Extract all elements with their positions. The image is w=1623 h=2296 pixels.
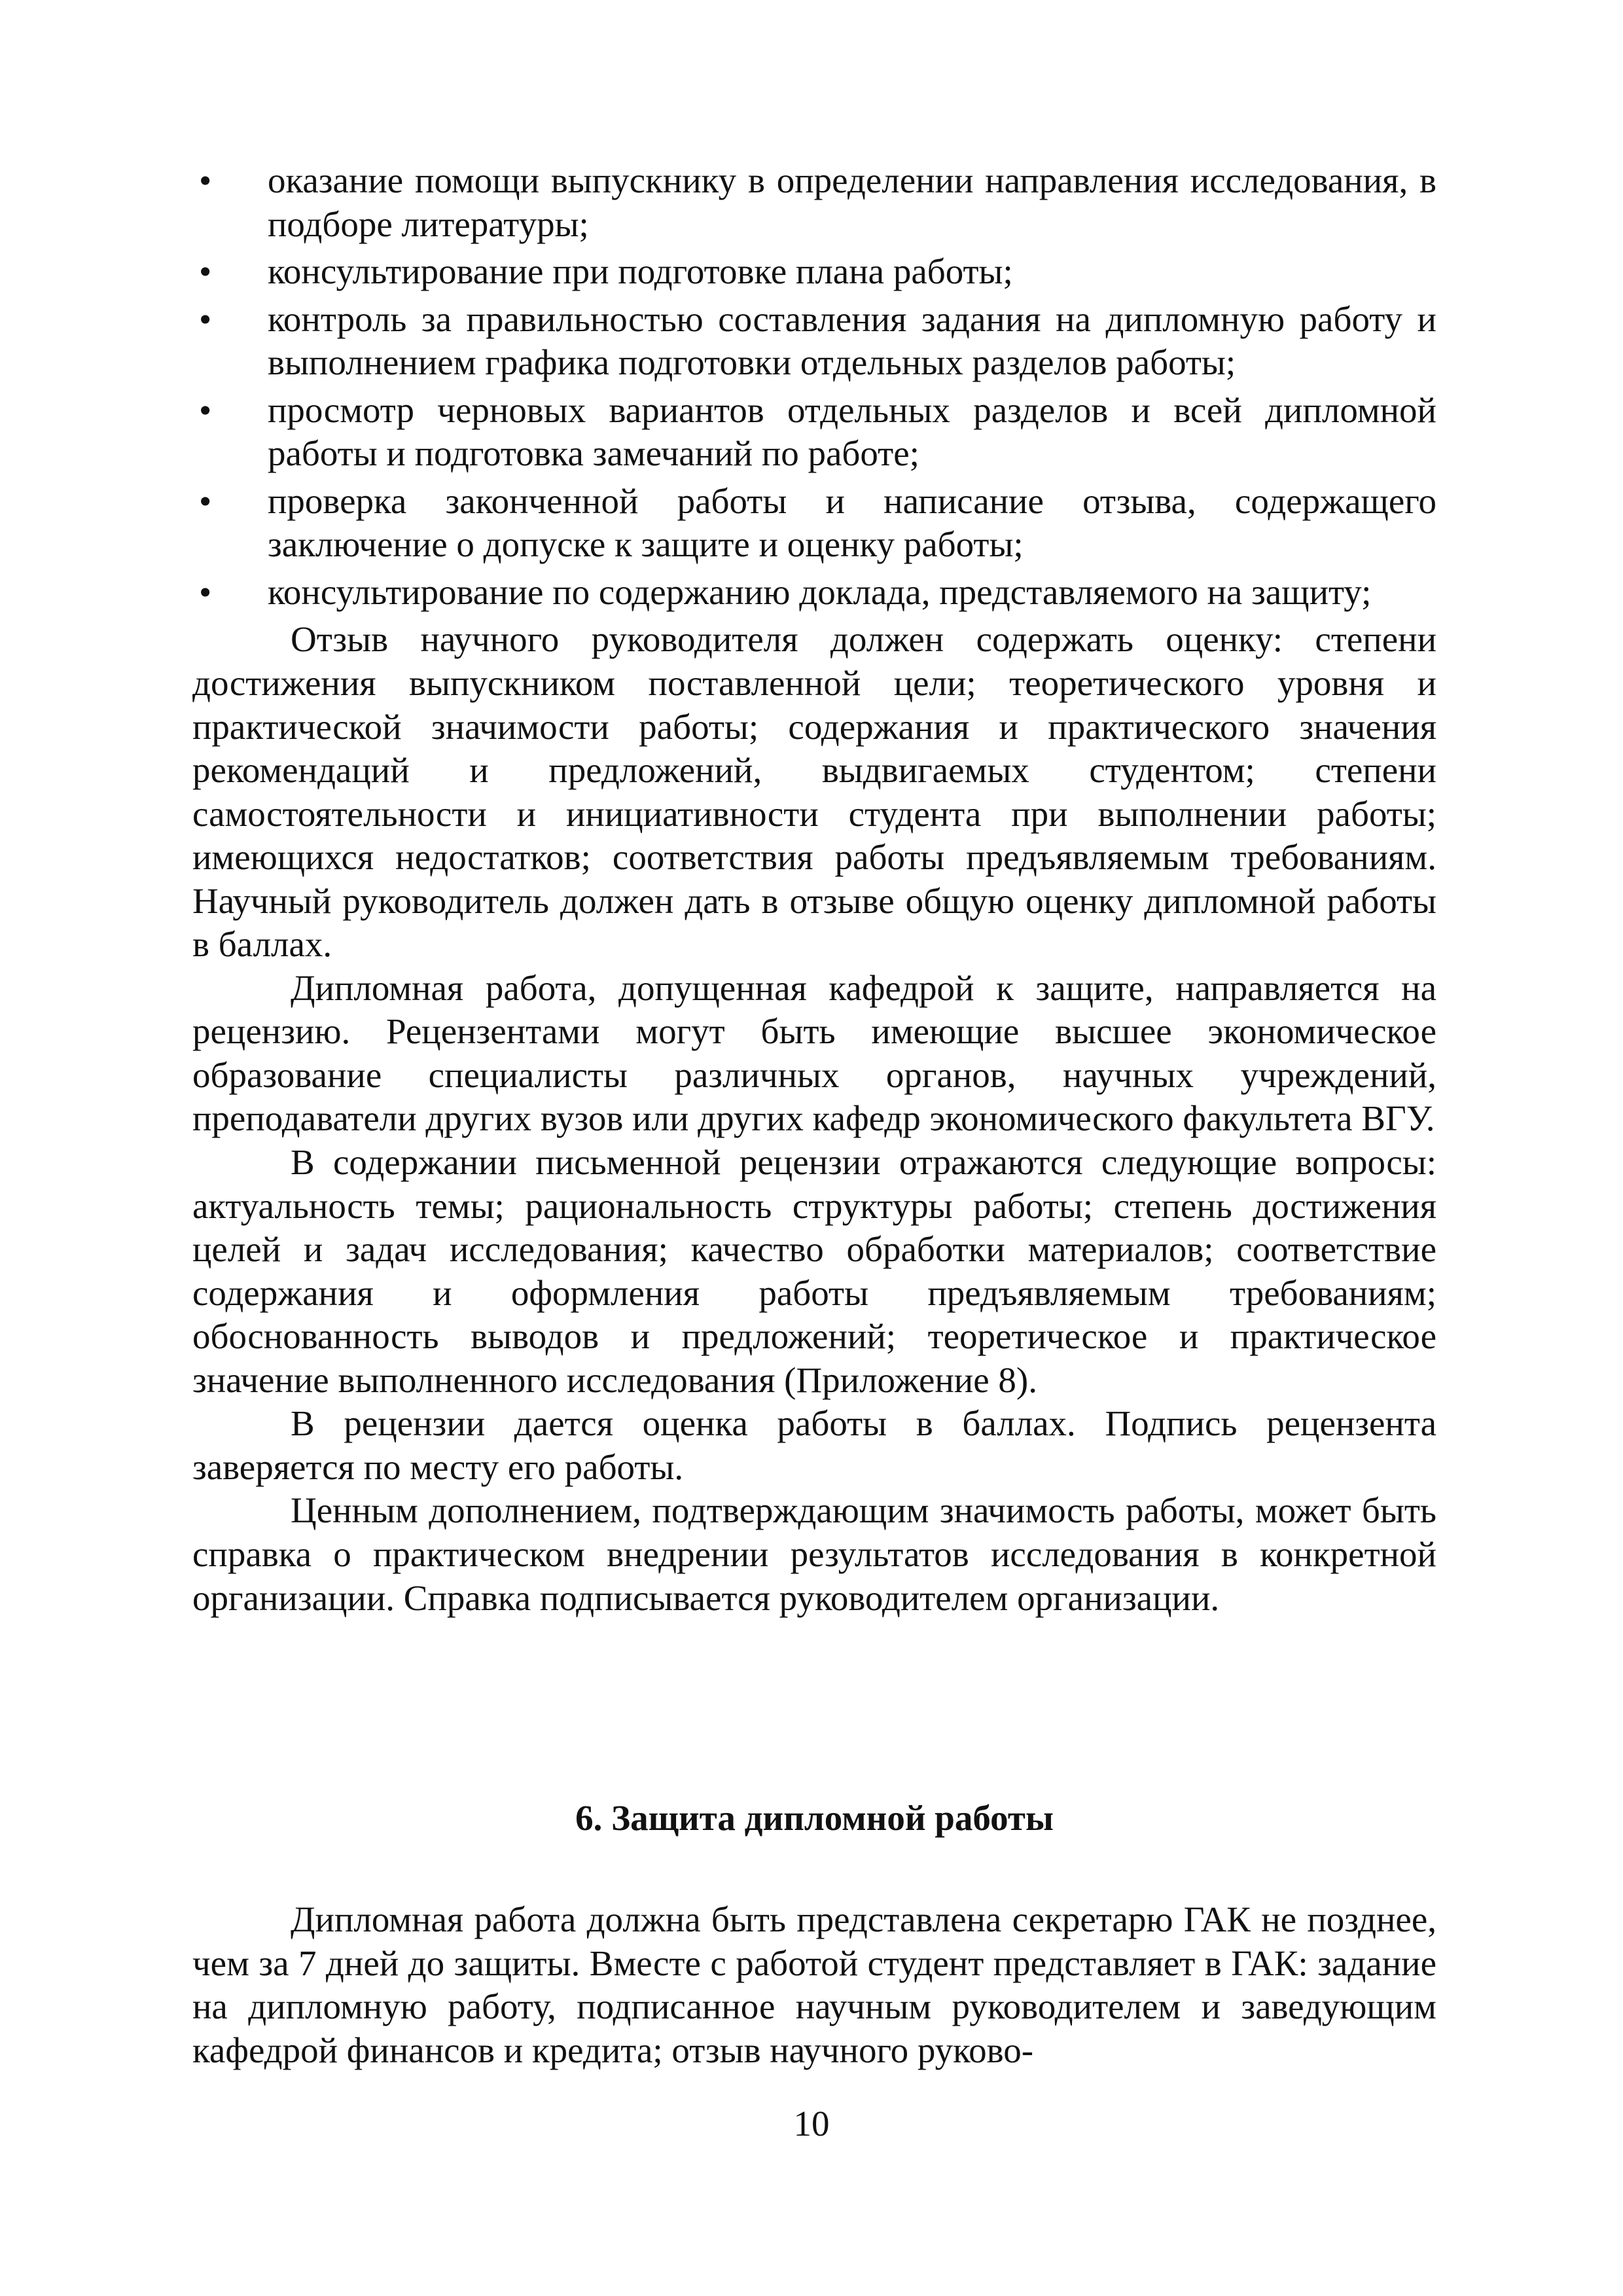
section-heading: 6. Защита дипломной работы [575, 1798, 1054, 1838]
paragraph-review-contents: В содержании письменной рецензии отражаются следующие вопросы: актуальность темы; рациональность структуры работы; степень достижения целей и задач исследования; качество обработки материалов; соответствие содержания и оформления работы предъявляемым требованиям; обоснованность выводов и предложений; теоретическое и практическое значение выполненного исследования (Приложение 8). [192, 1142, 1436, 1400]
section-text [192, 1898, 1436, 2072]
list-item-text: проверка законченной работы и написание отзыва, содержащего заключение о допуске к защите и оценку работы; [268, 480, 1436, 565]
bullet-icon: • [199, 251, 212, 292]
list-item-text: консультирование при подготовке плана работы; [268, 251, 1013, 292]
duties-list [192, 159, 1436, 614]
list-item-text: контроль за правильностью составления задания на дипломную работу и выполнением графика подготовки отдельных разделов работы; [268, 298, 1436, 383]
bullet-icon: • [199, 480, 212, 521]
bullet-icon: • [199, 571, 212, 612]
list-item [192, 250, 1436, 294]
list-item [192, 298, 1436, 385]
list-item-text: оказание помощи выпускнику в определении направления исследования, в подборе литературы; [268, 160, 1436, 244]
bullet-icon: • [199, 389, 212, 430]
paragraph-review-referral: Дипломная работа, допущенная кафедрой к защите, направляется на рецензию. Рецензентами могут быть имеющие высшее экономическое образование специалисты различных органов, научных учреждений, преподаватели других вузов или других кафедр экономического факультета ВГУ. [192, 967, 1436, 1139]
main-text [192, 159, 1436, 1620]
list-item [192, 480, 1436, 567]
list-item-text: просмотр черновых вариантов отдельных разделов и всей дипломной работы и подготовка замечаний по работе; [268, 389, 1436, 474]
list-item [192, 159, 1436, 246]
bullet-icon: • [199, 298, 212, 339]
bullet-icon: • [199, 160, 212, 200]
list-item [192, 389, 1436, 476]
paragraph-review-grade: В рецензии дается оценка работы в баллах. Подпись рецензента заверяется по месту его работы. [192, 1403, 1436, 1487]
list-item [192, 571, 1436, 615]
paragraph-implementation-note: Ценным дополнением, подтверждающим значимость работы, может быть справка о практическом внедрении результатов исследования в конкретной организации. Справка подписывается руководителем организации. [192, 1490, 1436, 1618]
page-number: 10 [793, 2104, 830, 2144]
paragraph-defense-submission: Дипломная работа должна быть представлена секретарю ГАК не позднее, чем за 7 дней до защиты. Вместе с работой студент представляет в ГАК: задание на дипломную работу, подписанное научным руководителем и заведующим кафедрой финансов и кредита; отзыв научного руково- [192, 1899, 1436, 2070]
paragraph-supervisor-review: Отзыв научного руководителя должен содержать оценку: степени достижения выпускником поставленной цели; теоретического уровня и практической значимости работы; содержания и практического значения рекомендаций и предложений, выдвигаемых студентом; степени самостоятельности и инициативности студента при выполнении работы; имеющихся недостатков; соответствия работы предъявляемым требованиям. Научный руководитель должен дать в отзыве общую оценку дипломной работы в баллах. [192, 619, 1436, 965]
list-item-text: консультирование по содержанию доклада, представляемого на защиту; [268, 571, 1372, 612]
